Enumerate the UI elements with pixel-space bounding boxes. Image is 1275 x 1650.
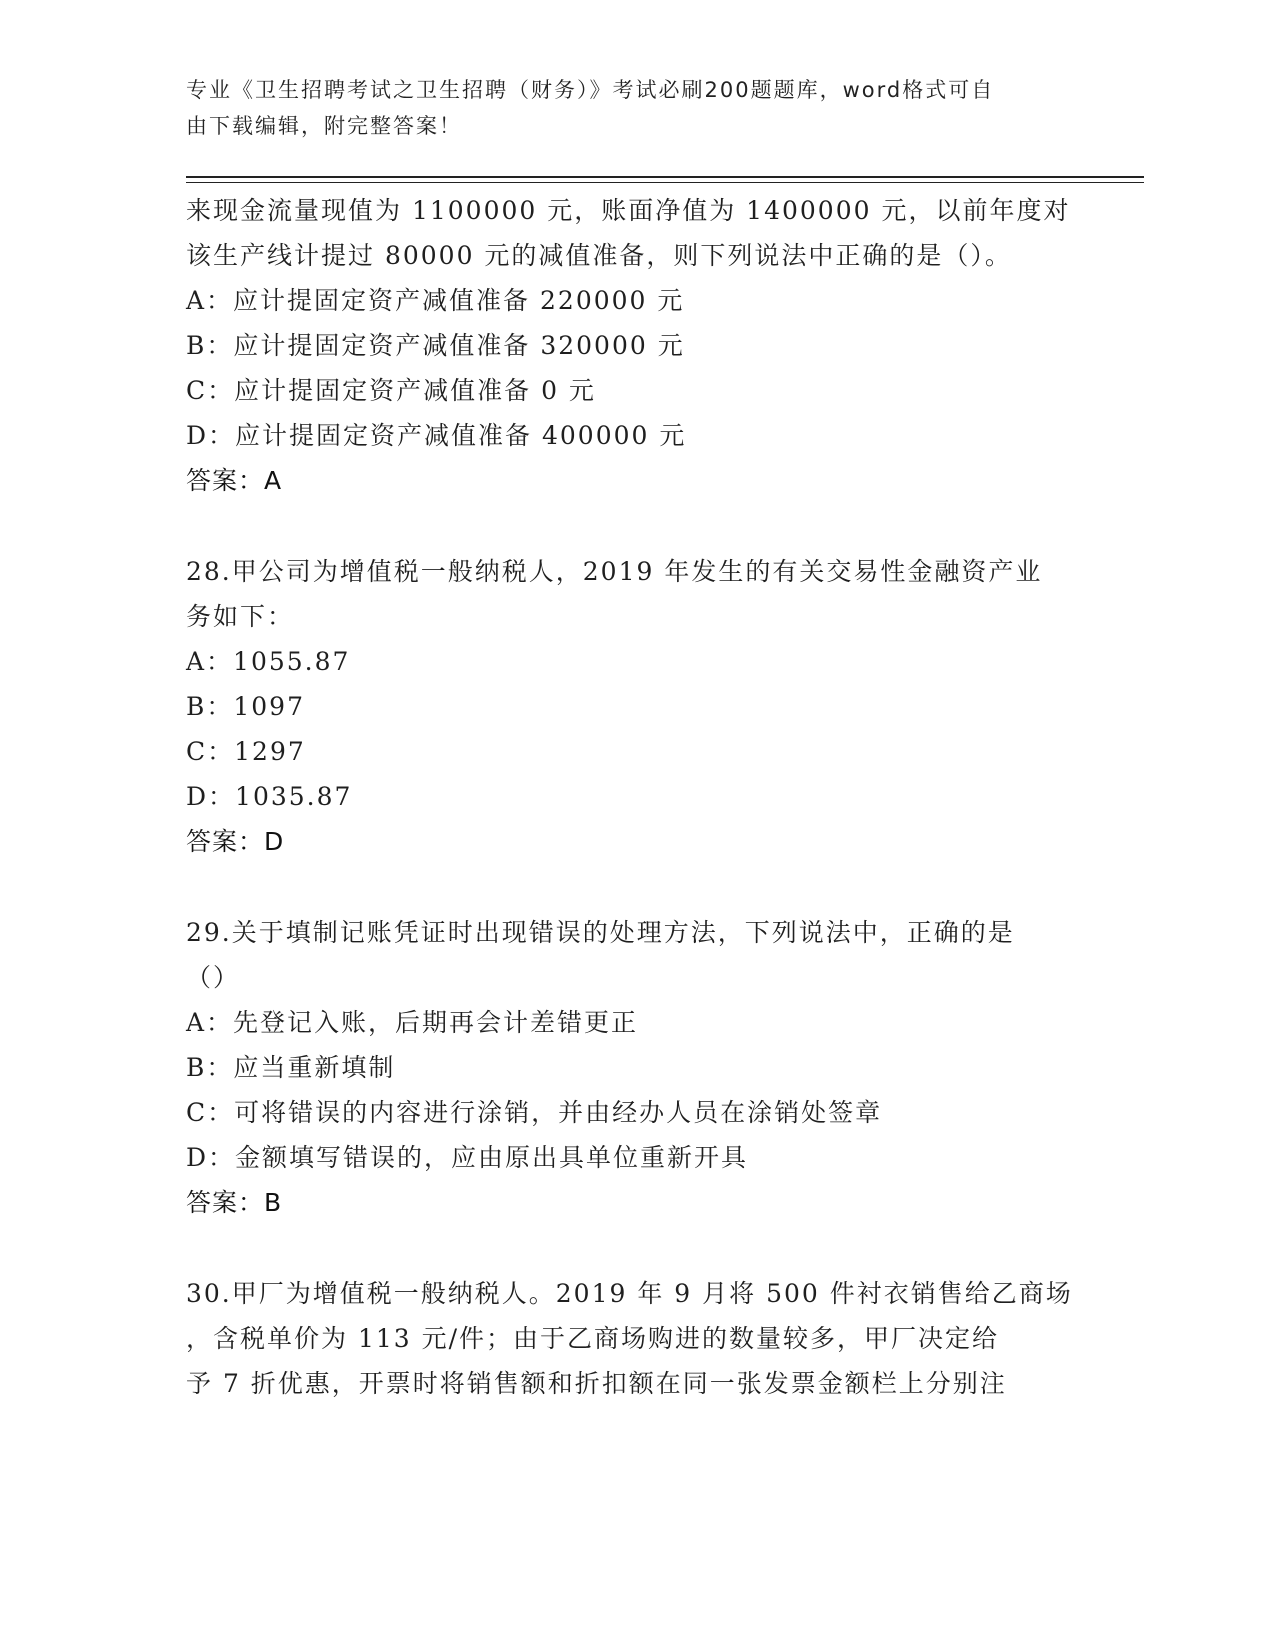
option-d: D：1035.87 <box>186 782 353 811</box>
option-a: A：1055.87 <box>186 647 351 676</box>
question-stem-line: （） <box>186 963 241 992</box>
option-b: B：1097 <box>186 692 305 721</box>
answer-label: 答案：D <box>186 827 285 856</box>
spacer <box>186 503 1086 549</box>
question-29 <box>186 910 1086 1225</box>
question-stem-line: 该生产线计提过 80000 元的减值准备，则下列说法中正确的是（）。 <box>186 241 1012 270</box>
question-stem-line: ，含税单价为 113 元/件；由于乙商场购进的数量较多，甲厂决定给 <box>186 1324 1000 1353</box>
question-stem-line: 务如下： <box>186 602 295 631</box>
question-stem-line: 来现金流量现值为 1100000 元，账面净值为 1400000 元，以前年度对 <box>186 196 1071 225</box>
question-27 <box>186 188 1086 503</box>
document-header <box>186 72 1066 144</box>
spacer <box>186 1225 1086 1271</box>
option-a: A：应计提固定资产减值准备 220000 元 <box>186 286 685 315</box>
spacer <box>186 864 1086 910</box>
question-stem-line: 30.甲厂为增值税一般纳税人。2019 年 9 月将 500 件衬衣销售给乙商场 <box>186 1279 1073 1308</box>
header-line-2: 由下载编辑，附完整答案！ <box>186 114 462 138</box>
header-rule-thin <box>186 182 1144 183</box>
document-body <box>186 188 1086 1406</box>
question-stem-line: 28.甲公司为增值税一般纳税人，2019 年发生的有关交易性金融资产业 <box>186 557 1043 586</box>
question-stem-line: 29.关于填制记账凭证时出现错误的处理方法，下列说法中，正确的是 <box>186 918 1015 947</box>
option-b: B：应计提固定资产减值准备 320000 元 <box>186 331 685 360</box>
option-d: D：金额填写错误的，应由原出具单位重新开具 <box>186 1143 749 1172</box>
question-28 <box>186 549 1086 864</box>
option-c: C：可将错误的内容进行涂销，并由经办人员在涂销处签章 <box>186 1098 883 1127</box>
answer-label: 答案：B <box>186 1188 283 1217</box>
option-c: C：1297 <box>186 737 306 766</box>
question-stem-line: 予 7 折优惠，开票时将销售额和折扣额在同一张发票金额栏上分别注 <box>186 1369 1007 1398</box>
answer-label: 答案：A <box>186 466 283 495</box>
option-d: D：应计提固定资产减值准备 400000 元 <box>186 421 687 450</box>
header-line-1: 专业《卫生招聘考试之卫生招聘（财务）》考试必刷200题题库，word格式可自 <box>186 78 995 102</box>
option-c: C：应计提固定资产减值准备 0 元 <box>186 376 596 405</box>
question-30 <box>186 1271 1086 1406</box>
option-b: B：应当重新填制 <box>186 1053 396 1082</box>
header-rule-thick <box>186 176 1144 178</box>
option-a: A：先登记入账，后期再会计差错更正 <box>186 1008 639 1037</box>
